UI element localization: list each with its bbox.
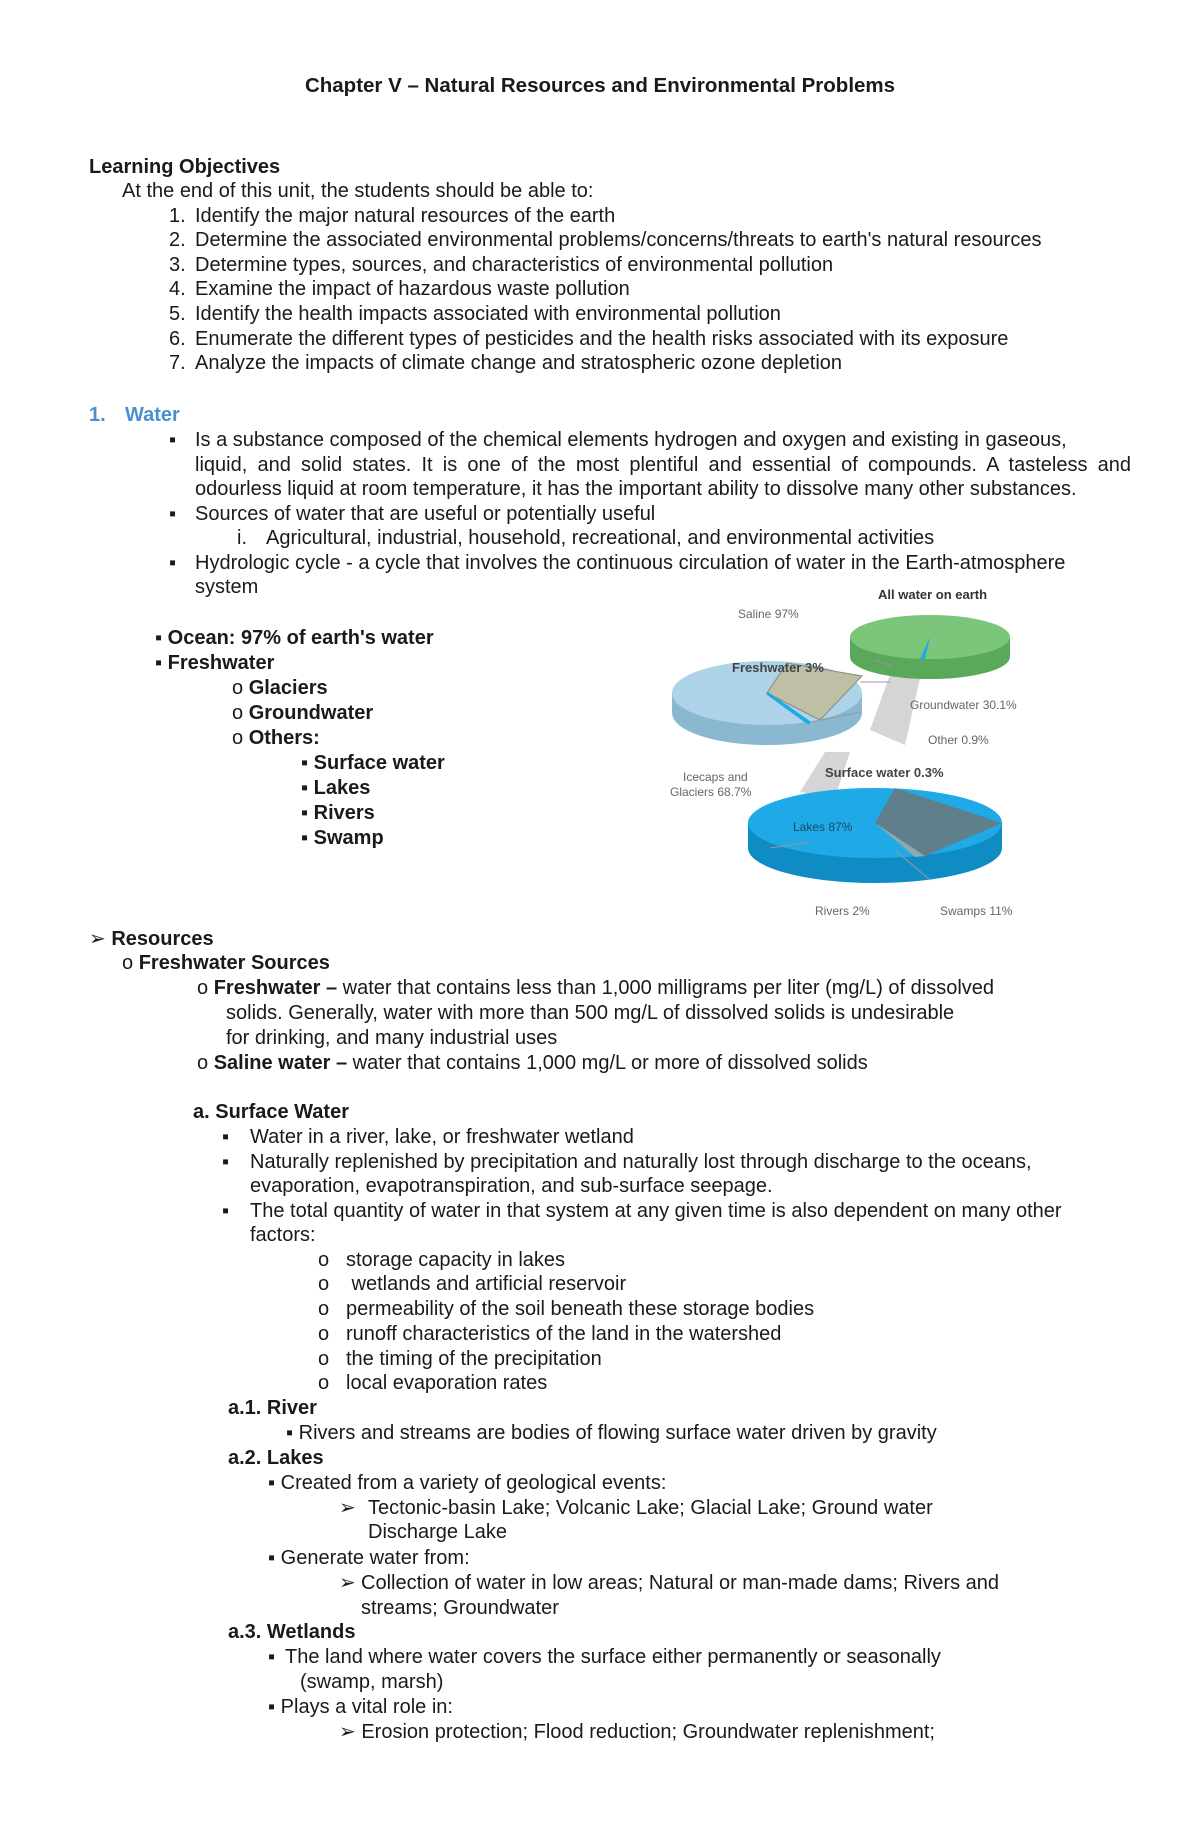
circle-bullet-icon: o [197,1052,214,1074]
surface-bullet: Naturally replenished by precipitation and naturally lost through discharge to the oceans, [250,1151,1032,1173]
circle-bullet-icon: o [197,977,214,999]
ocean-item: ▪ Ocean: 97% of earth's water [155,627,434,649]
bullet-icon: ▪ [222,1151,230,1173]
objective-item: Analyze the impacts of climate change and stratospheric ozone depletion [195,352,843,374]
lakes-types: Tectonic-basin Lake; Volcanic Lake; Glacial Lake; Ground water [368,1497,933,1519]
surface-bullet-line: factors: [250,1224,316,1246]
circle-bullet-icon: o [232,727,249,749]
bullet-icon: ▪ [222,1126,230,1148]
label-lakes: Lakes 87% [793,820,853,834]
circle-bullet-icon: o [232,702,249,724]
objective-number: 3. [169,254,186,276]
lakes-item: ▪ Lakes [301,777,371,799]
pie-all-water [850,615,1010,679]
objectives-heading: Learning Objectives [89,156,281,178]
bullet-icon: ▪ [169,552,177,574]
objective-item: Determine the associated environmental problems/concerns/threats to earth's natural resources [195,229,1042,251]
objective-number: 1. [169,205,186,227]
surface-water-item: ▪ Surface water [301,752,445,774]
bullet-icon: ▪ [268,1472,281,1494]
section-number: 1. [89,404,106,426]
bullet-icon: ▪ [268,1646,276,1668]
label-surface-water: Surface water 0.3% [825,765,944,780]
label-saline: Saline 97% [738,607,799,621]
page-title: Chapter V – Natural Resources and Environmental Problems [304,74,896,97]
label-icecaps: Icecaps and [683,770,748,784]
hydrologic-line: Hydrologic cycle - a cycle that involves the continuous circulation of water in the Earth-atmosphere [195,552,1066,574]
arrow-bullet-icon: ➢ [339,1721,362,1743]
objective-item: Identify the major natural resources of the earth [195,205,616,227]
factor-item: o wetlands and artificial reservoir [318,1273,627,1295]
circle-bullet-icon: o [122,952,139,974]
objective-item: Determine types, sources, and characteristics of environmental pollution [195,254,834,276]
lakes-created: ▪ Created from a variety of geological events: [268,1472,667,1494]
circle-bullet-icon: o [318,1323,330,1345]
surface-water-heading: a. Surface Water [193,1101,349,1123]
freshwater-definition: o Freshwater – water that contains less than 1,000 milligrams per liter (mg/L) of dissolved [197,977,995,999]
rivers-item: ▪ Rivers [301,802,375,824]
objective-number: 7. [169,352,186,374]
objective-item: Identify the health impacts associated with environmental pollution [195,303,781,325]
water-distribution-diagram [660,580,1060,935]
factor-item: o storage capacity in lakes [318,1249,566,1271]
bullet-icon: ▪ [268,1547,281,1569]
circle-bullet-icon: o [318,1249,330,1271]
factor-item: o local evaporation rates [318,1372,548,1394]
circle-bullet-icon: o [318,1273,330,1295]
freshwater-item: ▪ Freshwater [155,652,275,674]
label-groundwater: Groundwater 30.1% [910,698,1017,712]
objective-number: 6. [169,328,186,350]
arrow-bullet-icon: ➢ [339,1497,356,1519]
groundwater-item: o Groundwater [232,702,374,724]
circle-bullet-icon: o [318,1348,330,1370]
factor-item: o permeability of the soil beneath these storage bodies [318,1298,815,1320]
bullet-icon: ▪ [155,627,168,649]
objectives-intro: At the end of this unit, the students should be able to: [122,180,594,202]
label-rivers: Rivers 2% [815,904,870,918]
water-definition-line: Is a substance composed of the chemical elements hydrogen and oxygen and existing in gaseous, [195,429,1067,451]
objective-item: Examine the impact of hazardous waste pollution [195,278,630,300]
wetlands-roles: ➢ Erosion protection; Flood reduction; Groundwater replenishment; [339,1721,935,1743]
factor-item: o runoff characteristics of the land in the watershed [318,1323,782,1345]
surface-bullet: Water in a river, lake, or freshwater wetland [250,1126,634,1148]
arrow-bullet-icon: ➢ [89,928,112,950]
surface-bullet: The total quantity of water in that system at any given time is also dependent on many other [250,1200,1062,1222]
wetlands-role: ▪ Plays a vital role in: [268,1696,453,1718]
bullet-icon: ▪ [222,1200,230,1222]
water-sources-sub: Agricultural, industrial, household, recreational, and environmental activities [266,527,935,549]
others-item: o Others: [232,727,320,749]
circle-bullet-icon: o [232,677,249,699]
wetlands-heading: a.3. Wetlands [228,1621,356,1643]
objective-number: 2. [169,229,186,251]
pie-surface-water [748,788,1002,883]
objective-item: Enumerate the different types of pesticides and the health risks associated with its exposure [195,328,1009,350]
river-text: ▪ Rivers and streams are bodies of flowing surface water driven by gravity [286,1422,937,1444]
water-definition-line: liquid, and solid states. It is one of the most plentiful and essential of compounds. A tasteless and [195,454,1131,476]
bullet-icon: ▪ [301,777,314,799]
water-definition-line: odourless liquid at room temperature, it has the important ability to dissolve many other substances. [195,478,1077,500]
swamp-item: ▪ Swamp [301,827,384,849]
lakes-gen-sources-line: streams; Groundwater [361,1597,559,1619]
surface-bullet-line: evaporation, evapotranspiration, and sub-surface seepage. [250,1175,773,1197]
arrow-bullet-icon: ➢ [339,1572,356,1594]
circle-bullet-icon: o [318,1372,330,1394]
saline-definition: o Saline water – water that contains 1,000 mg/L or more of dissolved solids [197,1052,868,1074]
bullet-icon: ▪ [301,802,314,824]
bullet-icon: ▪ [169,503,177,525]
factor-item: o the timing of the precipitation [318,1348,602,1370]
bullet-icon: ▪ [301,827,314,849]
bullet-icon: ▪ [301,752,314,774]
objective-number: 4. [169,278,186,300]
resources-heading: ➢ Resources [89,928,214,950]
freshwater-sources-heading: o Freshwater Sources [122,952,330,974]
lakes-heading: a.2. Lakes [228,1447,324,1469]
circle-bullet-icon: o [318,1298,330,1320]
bullet-icon: ▪ [169,429,177,451]
wetlands-definition: The land where water covers the surface either permanently or seasonally [285,1646,941,1668]
bullet-icon: ▪ [155,652,168,674]
label-other: Other 0.9% [928,733,989,747]
lakes-gen-sources: Collection of water in low areas; Natural or man-made dams; Rivers and [361,1572,1000,1594]
bullet-icon: ▪ [268,1696,281,1718]
label-glaciers: Glaciers 68.7% [670,785,752,799]
roman-numeral: i. [237,527,247,549]
section-heading-water: Water [125,404,180,426]
glaciers-item: o Glaciers [232,677,328,699]
hydrologic-line: system [195,576,259,598]
label-freshwater: Freshwater 3% [732,660,824,675]
label-swamps: Swamps 11% [940,904,1013,918]
river-heading: a.1. River [228,1397,317,1419]
bullet-icon: ▪ [286,1422,299,1444]
lakes-generate: ▪ Generate water from: [268,1547,470,1569]
water-sources-line: Sources of water that are useful or potentially useful [195,503,656,525]
freshwater-definition-line: solids. Generally, water with more than 500 mg/L of dissolved solids is undesirable [226,1002,955,1024]
lakes-types-line: Discharge Lake [368,1521,507,1543]
label-all-water: All water on earth [878,587,988,602]
wetlands-definition-line: (swamp, marsh) [300,1671,444,1693]
objective-number: 5. [169,303,186,325]
freshwater-definition-line: for drinking, and many industrial uses [226,1027,558,1049]
